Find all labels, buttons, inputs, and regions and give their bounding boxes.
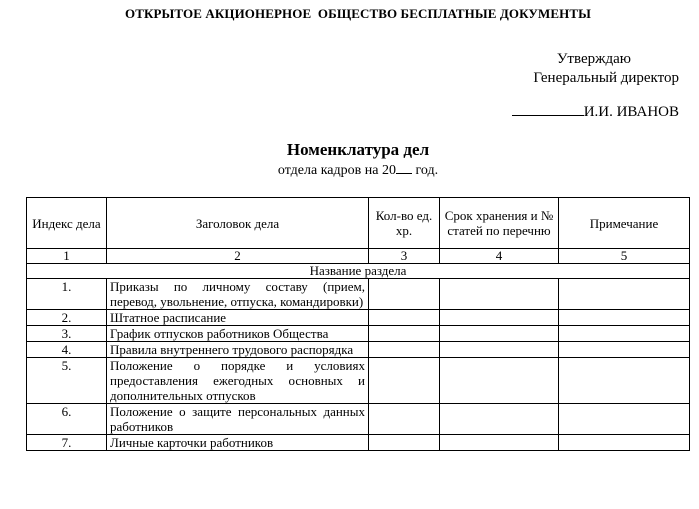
column-number: 3: [369, 249, 440, 264]
year-blank: [396, 161, 412, 174]
document-title: Номенклатура дел: [286, 140, 430, 159]
units-count-cell: [369, 404, 440, 435]
case-title: Положение о порядке и условиях предоставления ежегодных основных и дополнительных отпусков: [107, 358, 369, 404]
column-header: Срок хранения и № статей по перечню: [440, 198, 559, 249]
retention-cell: [440, 279, 559, 310]
case-index: 4.: [27, 342, 107, 358]
note-cell: [559, 279, 690, 310]
case-index: 5.: [27, 358, 107, 404]
note-cell: [559, 326, 690, 342]
retention-cell: [440, 358, 559, 404]
case-title: Положение о защите персональных данных работников: [107, 404, 369, 435]
column-header: Кол-во ед. хр.: [369, 198, 440, 249]
column-number: 2: [107, 249, 369, 264]
case-title: Приказы по личному составу (прием, перевод, увольнение, отпуска, командировки): [107, 279, 369, 310]
nomenclature-table: [26, 197, 690, 451]
signatory-name: И.И. ИВАНОВ: [583, 104, 679, 120]
note-cell: [559, 358, 690, 404]
note-cell: [559, 310, 690, 326]
case-title: Правила внутреннего трудового распорядка: [107, 342, 369, 358]
retention-cell: [440, 404, 559, 435]
case-index: 7.: [27, 435, 107, 451]
approve-label: Утверждаю: [556, 51, 631, 67]
units-count-cell: [369, 342, 440, 358]
table-row: [27, 342, 690, 358]
case-index: 2.: [27, 310, 107, 326]
note-cell: [559, 404, 690, 435]
table-row: [27, 326, 690, 342]
column-number: 4: [440, 249, 559, 264]
note-cell: [559, 342, 690, 358]
document-subtitle: [0, 161, 699, 179]
units-count-cell: [369, 435, 440, 451]
case-title: График отпусков работников Общества: [107, 326, 369, 342]
note-cell: [559, 435, 690, 451]
units-count-cell: [369, 358, 440, 404]
column-number-row: [27, 249, 690, 264]
units-count-cell: [369, 279, 440, 310]
column-header: Заголовок дела: [107, 198, 369, 249]
column-header: Индекс дела: [27, 198, 107, 249]
table-row: [27, 310, 690, 326]
table-row: [27, 435, 690, 451]
table-row: [27, 358, 690, 404]
column-number: 5: [559, 249, 690, 264]
case-index: 6.: [27, 404, 107, 435]
section-row: [27, 264, 690, 279]
column-header: Примечание: [559, 198, 690, 249]
signature-line: [479, 102, 679, 122]
case-index: 3.: [27, 326, 107, 342]
column-number: 1: [27, 249, 107, 264]
retention-cell: [440, 342, 559, 358]
signature-blank: [512, 102, 584, 116]
units-count-cell: [369, 310, 440, 326]
retention-cell: [440, 435, 559, 451]
subtitle-suffix: год.: [411, 163, 439, 178]
case-title: Личные карточки работников: [107, 435, 369, 451]
approval-block: [479, 50, 679, 122]
table-row: [27, 279, 690, 310]
organization-name: ОТКРЫТОЕ АКЦИОНЕРНОЕ ОБЩЕСТВО БЕСПЛАТНЫЕ ДОКУМЕНТЫ: [125, 6, 591, 21]
approver-position: Генеральный директор: [533, 70, 679, 86]
units-count-cell: [369, 326, 440, 342]
retention-cell: [440, 310, 559, 326]
table-header-row: [27, 198, 690, 249]
case-title: Штатное расписание: [107, 310, 369, 326]
section-title: Название раздела: [27, 264, 690, 279]
retention-cell: [440, 326, 559, 342]
table-row: [27, 404, 690, 435]
subtitle-prefix: отдела кадров на 20: [277, 163, 396, 178]
case-index: 1.: [27, 279, 107, 310]
